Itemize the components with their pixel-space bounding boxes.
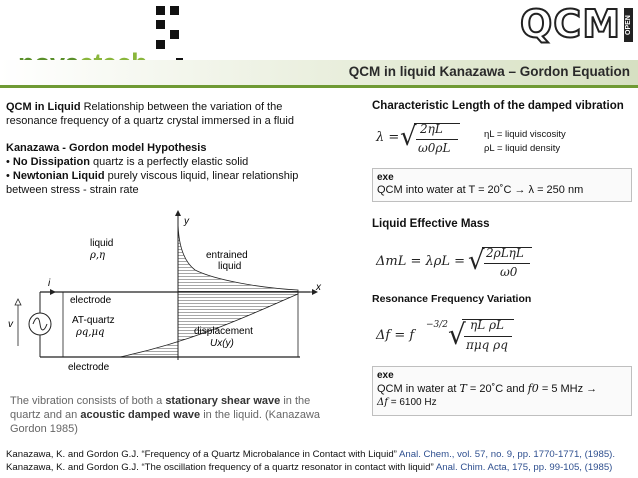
mass-formula bbox=[376, 244, 536, 286]
open-tab: OPEN bbox=[624, 8, 633, 42]
hypothesis-2-text: purely viscous liquid, linear relationship bbox=[104, 170, 299, 182]
y-axis-arrow bbox=[175, 210, 181, 216]
intro-bold: QCM in Liquid bbox=[6, 101, 81, 113]
voltage-arrow-head bbox=[15, 299, 21, 305]
lambda-formula bbox=[376, 120, 486, 160]
label-ux: Ux(y) bbox=[210, 338, 234, 349]
ref1-text: Kanazawa, K. and Gordon G.J. “Frequency of a Quartz Microbalance in Contact with Liquid” bbox=[6, 449, 400, 460]
label-i: i bbox=[48, 278, 51, 289]
char-length-heading: Characteristic Length of the damped vibration bbox=[372, 100, 624, 112]
vibration-description bbox=[10, 394, 335, 436]
exe2-text-a: QCM in water at bbox=[377, 383, 460, 395]
exe2-line2 bbox=[377, 397, 631, 408]
freq-exponent-value: 3/2 bbox=[433, 320, 449, 330]
exe2-label: exe bbox=[377, 370, 394, 381]
label-liquid: liquid bbox=[90, 238, 114, 249]
mass-numerator: 2ρLηL bbox=[486, 246, 524, 260]
freq-variation-heading: Resonance Frequency Variation bbox=[372, 293, 532, 305]
qcm-open-logo: QCM bbox=[520, 2, 622, 46]
exe2-text2-a: Δf bbox=[377, 397, 388, 408]
exe2-line1 bbox=[377, 382, 631, 395]
label-electrode-bottom: electrode bbox=[68, 362, 110, 373]
page-title: QCM in liquid Kanazawa – Gordon Equation bbox=[348, 64, 630, 79]
exe2-text-b: T bbox=[459, 382, 467, 395]
lambda-legend bbox=[484, 128, 566, 156]
intro-text bbox=[6, 100, 336, 128]
mass-sqrt-sign: √ bbox=[468, 246, 485, 276]
label-v: v bbox=[8, 319, 13, 330]
freq-lhs: Δf = f bbox=[376, 328, 415, 343]
label-entrained-2: liquid bbox=[218, 261, 242, 272]
lambda-sqrt-sign: √ bbox=[400, 122, 417, 152]
exe2-text-d: f0 bbox=[527, 382, 539, 395]
label-rho-eta: ρ,η bbox=[90, 250, 106, 261]
hypothesis-2-text2: between stress - strain rate bbox=[6, 184, 139, 196]
exe1-label: exe bbox=[377, 172, 394, 183]
bullet-2: • bbox=[6, 170, 10, 182]
effective-mass-heading: Liquid Effective Mass bbox=[372, 218, 490, 230]
exe1-text: QCM into water at T = 20˚C → λ = 250 nm bbox=[377, 184, 584, 196]
lambda-lhs: λ = bbox=[376, 130, 400, 145]
lambda-fraction-line bbox=[416, 139, 458, 140]
quartz-displacement-curve bbox=[120, 292, 298, 357]
qcm-liquid-diagram bbox=[0, 210, 340, 375]
desc-line2-a: quartz and an bbox=[10, 409, 81, 421]
label-rho-mu: ρq,μq bbox=[76, 327, 105, 338]
freq-fraction-line bbox=[464, 336, 512, 337]
intro-line2: resonance frequency of a quartz crystal immersed in a fluid bbox=[6, 115, 294, 127]
label-quartz: AT-quartz bbox=[72, 315, 115, 326]
label-displacement: displacement bbox=[194, 326, 253, 337]
title-rule bbox=[0, 85, 638, 88]
hypothesis-2-bold: Newtonian Liquid bbox=[12, 170, 105, 182]
label-entrained: entrained bbox=[206, 250, 248, 261]
legend-rho: ρL = liquid density bbox=[484, 143, 561, 154]
desc-line2-c: in the liquid. (Kanazawa bbox=[200, 409, 321, 421]
exe2-text-e: = 5 MHz → bbox=[538, 383, 598, 395]
ref2-text: Kanazawa, K. and Gordon G.J. “The oscillation frequency of a quartz resonator in contact with liquid” bbox=[6, 462, 436, 473]
ref1-journal[interactable]: Anal. Chem., vol. 57, no. 9, pp. 1770-1771, (1985). bbox=[399, 449, 616, 460]
hypothesis-1-text: quartz is a perfectly elastic solid bbox=[89, 156, 249, 168]
label-y: y bbox=[184, 216, 189, 227]
lambda-numerator: 2ηL bbox=[420, 122, 443, 136]
current-arrow bbox=[50, 289, 56, 295]
exe2-text2-b: = 6100 Hz bbox=[387, 397, 437, 408]
mass-fraction-line bbox=[484, 263, 530, 264]
hypothesis-block bbox=[6, 141, 346, 197]
freq-sqrt-sign: √ bbox=[448, 318, 466, 351]
intro-line1: Relationship between the variation of the bbox=[80, 101, 283, 113]
mass-denominator: ω0 bbox=[500, 265, 518, 279]
freq-exponent: −3/2 bbox=[426, 320, 449, 330]
hypothesis-heading: Kanazawa - Gordon model Hypothesis bbox=[6, 142, 207, 154]
desc-line3: Gordon 1985) bbox=[10, 423, 78, 435]
reference-2 bbox=[6, 461, 612, 474]
desc-line1-a: The vibration consists of both a bbox=[10, 395, 166, 407]
label-x: x bbox=[316, 282, 321, 293]
lambda-denominator: ω0ρL bbox=[418, 141, 451, 155]
example-box-2 bbox=[372, 366, 632, 416]
desc-line1-b: stationary shear wave bbox=[165, 395, 281, 407]
logo-dots bbox=[148, 0, 188, 60]
ref2-journal[interactable]: Anal. Chim. Acta, 175, pp. 99-105, (1985) bbox=[435, 462, 613, 473]
freq-formula bbox=[376, 314, 536, 358]
legend-eta: ηL = liquid viscosity bbox=[484, 129, 566, 140]
desc-line2-b: acoustic damped wave bbox=[80, 409, 201, 421]
desc-line1-c: in the bbox=[280, 395, 311, 407]
hypothesis-1-bold: No Dissipation bbox=[12, 156, 90, 168]
example-box-1 bbox=[372, 168, 632, 202]
exe2-text-c: = 20˚C and bbox=[466, 383, 528, 395]
reference-1 bbox=[6, 448, 615, 461]
bullet-1: • bbox=[6, 156, 10, 168]
mass-lhs: ΔmL = λρL = bbox=[376, 254, 466, 269]
label-electrode-top: electrode bbox=[70, 295, 112, 306]
freq-numerator: ηL ρL bbox=[470, 318, 504, 332]
freq-denominator: πμq ρq bbox=[466, 338, 508, 352]
